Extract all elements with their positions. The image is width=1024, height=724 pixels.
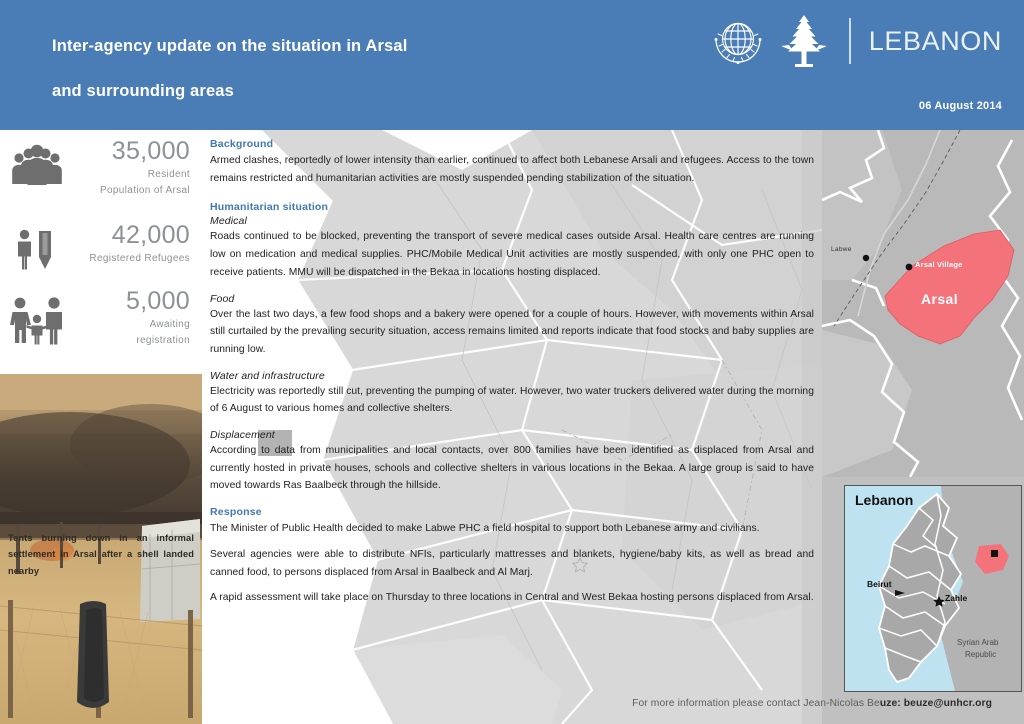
stat-number: 5,000 — [125, 287, 190, 315]
section-paragraph: According to data from municipalities and local contacts, over 800 families have been identified as displaced from Arsal and currently hosted in private houses, schools and collective shelters in various locations in the Bekaa. A large group is said to have moved towards Ras Baalbeck through the hillside. — [210, 445, 814, 492]
section-subheading: Displacement — [210, 429, 275, 442]
report-body — [210, 138, 814, 607]
main-content-panel — [202, 130, 822, 724]
header-logo-group — [707, 8, 1002, 74]
country-name-label: LEBANON — [868, 25, 1002, 56]
section-paragraph: Armed clashes, reportedly of lower intensity than earlier, continued to affect both Lebanese Arsali and refugees. Access to the town remains restricted and humanitarian activities are mostly suspended pending stabilization of the situation. — [210, 155, 814, 184]
section-heading: Background — [210, 138, 274, 150]
section-response — [210, 506, 814, 607]
arsal-district-detail-map — [822, 130, 1024, 477]
inset-map-label-syria-line1: Syrian Arab — [957, 638, 999, 647]
section-heading: Response — [210, 506, 262, 519]
stat-row — [0, 138, 202, 198]
inset-map-label-zahle: Zahle — [945, 593, 968, 603]
section-humanitarian-situation — [210, 201, 814, 281]
photo-caption: Tents burning down in an informal settlement in Arsal after a shell landed nearby — [8, 533, 194, 576]
statistics-panel — [0, 130, 202, 374]
section-subheading: Medical — [210, 215, 247, 228]
section-paragraph: Roads continued to be blocked, preventing the transport of severe medical cases outside Arsal. Health care centres are running low on medication and medical supplies. PHC/Mobile Medical Unit activities are mostly suspended, with only one PHC open to receive patients. MMU will be dispatched in the Bekaa in locations hosting displaced. — [210, 231, 814, 278]
inset-map-label-syria-line2: Republic — [965, 650, 997, 659]
footer-contact-normal: For more information please contact Jean-Nicolas Be — [632, 698, 880, 709]
page-title-line2: and surrounding areas — [52, 81, 234, 100]
footer-contact-note — [202, 698, 992, 709]
family-icon — [0, 288, 74, 346]
inset-map-title: Lebanon — [855, 492, 914, 508]
footer-contact-email: uze: beuze@unhcr.org — [879, 698, 992, 709]
lebanon-cedar-logo — [779, 12, 829, 70]
stat-row — [0, 288, 202, 348]
stat-label-line1: Awaiting — [149, 319, 190, 331]
map-label-arsal-village: Arsal Village — [915, 260, 963, 269]
map-label-arsal-region: Arsal — [921, 291, 959, 307]
section-paragraph: Electricity was reportedly still cut, preventing the pumping of water. However, two water truckers delivered water during the morning of 6 August to various homes and collective shelters. — [210, 385, 814, 415]
section-food — [210, 293, 814, 359]
group-of-people-icon — [0, 138, 74, 188]
report-date: 06 August 2014 — [918, 100, 1002, 112]
section-water-and-infrastructure — [210, 370, 814, 418]
section-paragraph: The Minister of Public Health decided to make Labwe PHC a field hospital to support both Lebanese army and civilians. — [210, 523, 760, 535]
inset-map-label-beirut: Beirut — [867, 579, 892, 589]
section-background — [210, 138, 814, 187]
map-label-labwe: Labwe — [831, 246, 852, 253]
stat-text — [74, 222, 202, 267]
person-with-pencil-registration-icon — [0, 222, 74, 272]
header-title-block — [52, 38, 672, 99]
page-title-line1: Inter-agency update on the situation in Arsal — [52, 37, 408, 55]
stat-label-line1: Resident — [147, 169, 190, 181]
section-paragraph: A rapid assessment will take place on Thursday to three locations in Central and West Bekaa hosting persons displaced from Arsal. — [210, 592, 814, 604]
stat-number: 42,000 — [111, 221, 190, 249]
section-heading: Humanitarian situation — [210, 201, 329, 214]
section-displacement — [210, 429, 814, 495]
stat-text — [74, 288, 202, 348]
section-subheading: Water and infrastructure — [210, 369, 325, 382]
right-map-column — [822, 130, 1024, 724]
stat-number: 35,000 — [111, 137, 190, 165]
burning-tents-photo — [0, 374, 202, 724]
left-sidebar — [0, 130, 202, 724]
stat-label-line2: registration — [136, 334, 190, 346]
stat-label-line2: Population of Arsal — [99, 184, 190, 196]
section-paragraph: Over the last two days, a few food shops and a bakery were opened for a couple of hours. However, with movements within Arsal still curtailed by the prevailing security situation, access remains limited and reports indicate that food stocks and baby supplies are running low. — [210, 308, 814, 355]
page-header — [0, 0, 1024, 130]
stat-label-line1: Registered Refugees — [89, 253, 190, 265]
section-paragraph: Several agencies were able to distribute NFIs, particularly mattresses and blankets, hygiene/baby kits, as well as bread and canned food, to persons displaced from Arsal in Baalbeck and Al Marj. — [210, 548, 814, 578]
lebanon-locator-inset-map — [844, 485, 1022, 692]
stat-row — [0, 222, 202, 272]
stat-text — [74, 138, 202, 198]
header-divider — [849, 18, 851, 64]
section-subheading: Food — [210, 292, 235, 305]
un-emblem-logo — [707, 10, 769, 72]
